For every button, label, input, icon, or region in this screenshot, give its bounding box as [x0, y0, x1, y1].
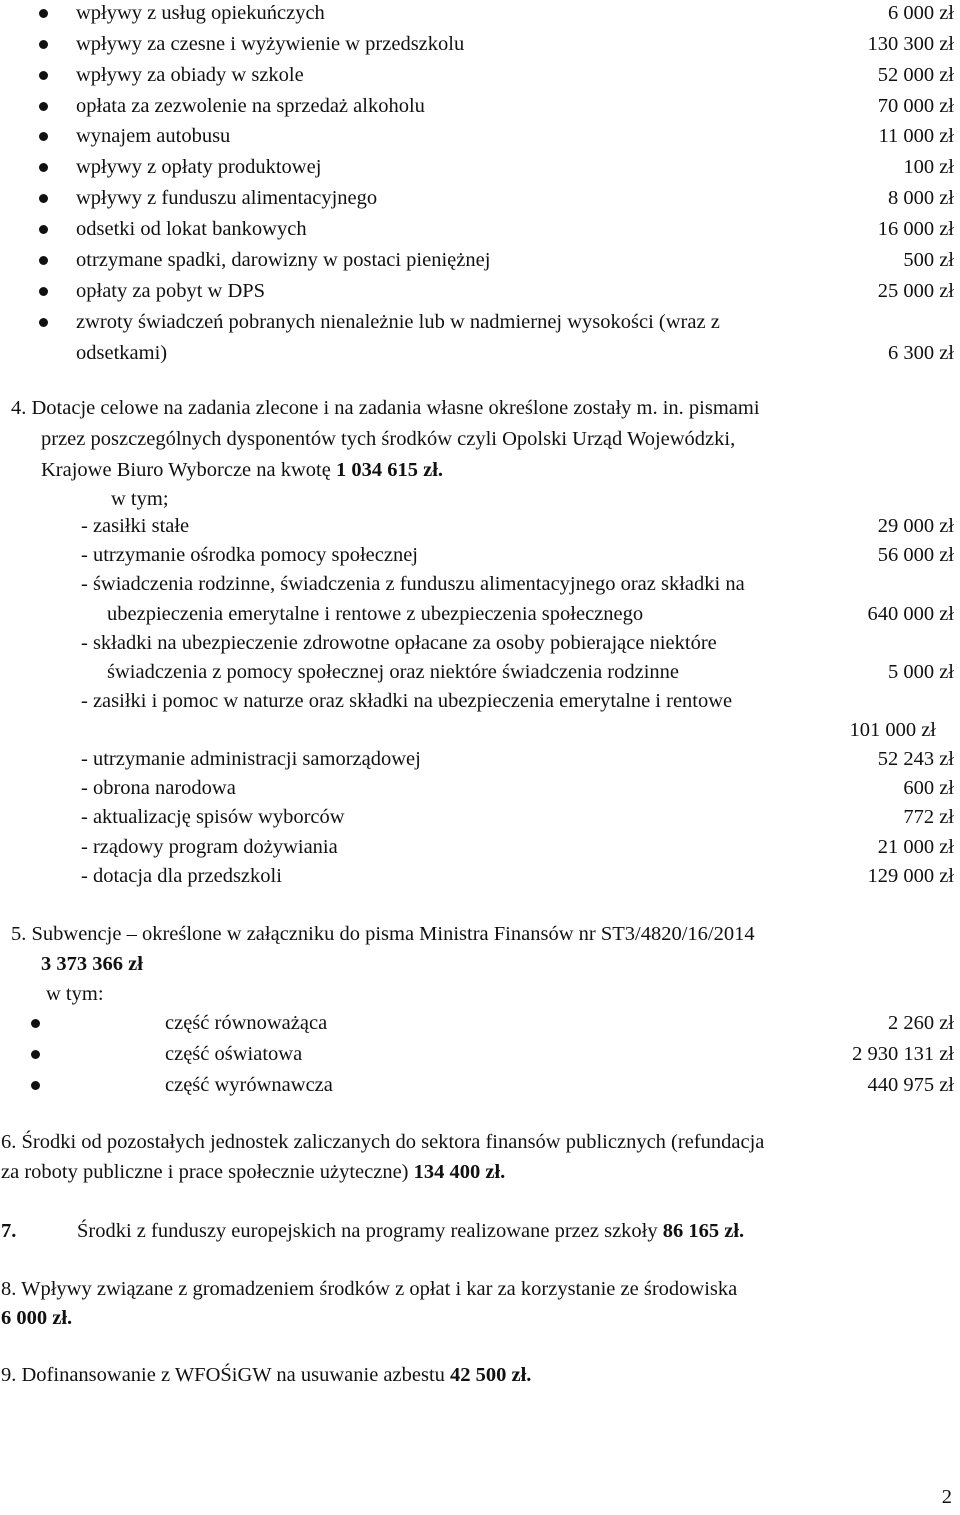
bullet-icon — [39, 163, 48, 172]
bullet-icon — [39, 132, 48, 141]
bullet-icon — [31, 1019, 40, 1028]
bullet-icon — [39, 287, 48, 296]
bullet-icon — [31, 1050, 40, 1059]
section-4-total: 1 034 615 zł. — [335, 459, 444, 481]
bullet-icon — [39, 256, 48, 265]
bullet-icon — [31, 1081, 40, 1090]
section-8-total: 6 000 zł. — [1, 1307, 73, 1329]
bullet-icon — [39, 71, 48, 80]
section-9-total: 42 500 zł. — [450, 1364, 532, 1386]
bullet-icon — [39, 9, 48, 18]
section-7-total: 86 165 zł. — [662, 1220, 745, 1242]
bullet-icon — [39, 194, 48, 203]
section-6-total: 134 400 zł. — [413, 1161, 506, 1183]
bullet-icon — [39, 102, 48, 111]
bullet-icon — [39, 318, 48, 327]
bullet-icon — [39, 40, 48, 49]
bullet-icon — [39, 225, 48, 234]
section-5-total: 3 373 366 zł — [41, 953, 143, 975]
section-7-number: 7. — [1, 1220, 17, 1242]
page-number: 2 — [941, 1486, 952, 1508]
